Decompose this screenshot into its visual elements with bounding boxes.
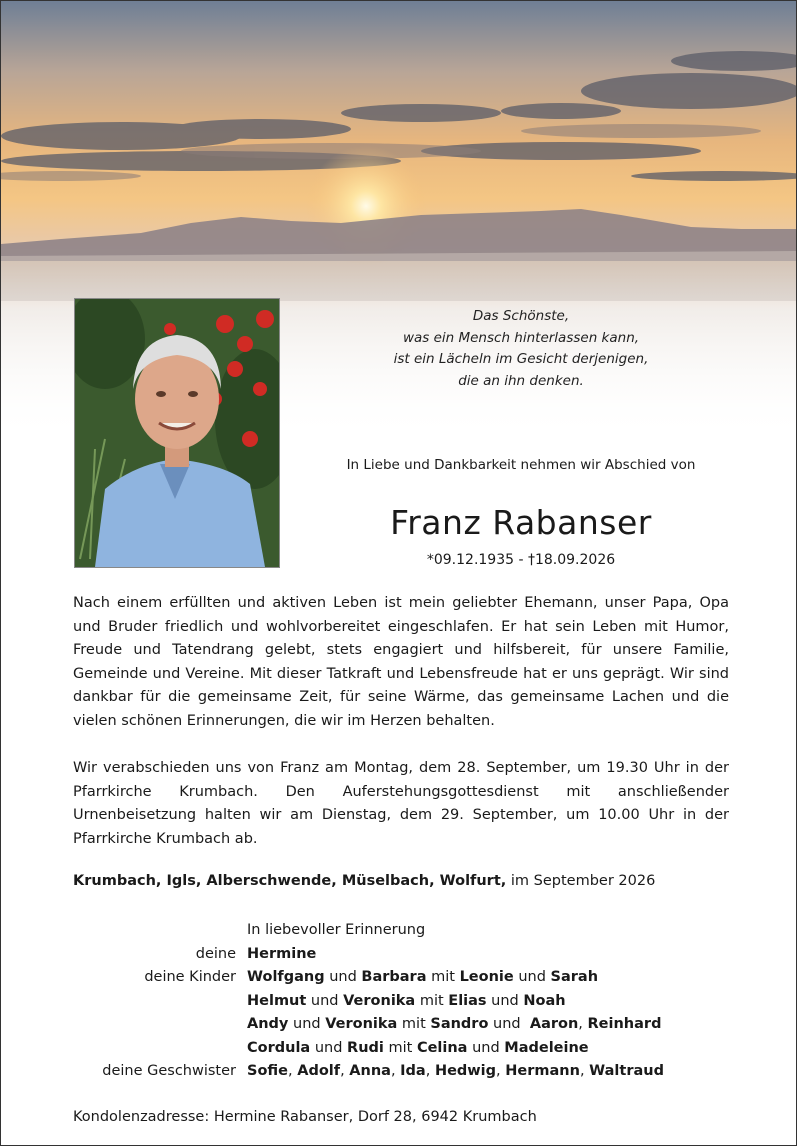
portrait-photo: [74, 298, 280, 568]
family-member-name: Noah: [523, 992, 566, 1009]
name-connector: und: [467, 1039, 505, 1056]
family-names: [247, 943, 316, 967]
family-names: [247, 966, 598, 990]
memorial-quote: [341, 306, 701, 392]
family-row: [73, 943, 733, 967]
name-connector: ,: [496, 1063, 506, 1079]
places-bold: Krumbach, Igls, Alberschwende, Müselbach, Wolfurt,: [73, 873, 507, 889]
family-member-name: Veronika: [325, 1016, 398, 1032]
quote-line: die an ihn denken.: [458, 372, 584, 389]
name-connector: ,: [390, 1063, 401, 1079]
family-member-name: Hedwig: [434, 1063, 497, 1079]
name-connector: ,: [579, 1063, 590, 1079]
family-row: [73, 1037, 733, 1061]
name-connector: mit: [383, 1039, 417, 1056]
family-member-name: Wolfgang: [247, 969, 325, 985]
family-member-name: Celina: [416, 1039, 468, 1056]
family-member-name: Waltraud: [589, 1063, 664, 1079]
name-connector: und: [488, 1016, 530, 1032]
family-row: [73, 990, 733, 1014]
family-member-name: Sandro: [430, 1016, 489, 1032]
family-row: [73, 966, 733, 990]
family-member-name: Hermine: [247, 945, 317, 962]
family-member-name: Leonie: [459, 969, 514, 985]
life-dates: *09.12.1935 - †18.09.2026: [426, 552, 616, 568]
family-relation-label: [73, 1013, 247, 1037]
family-member-name: Andy: [247, 1016, 289, 1032]
family-relation-label: [73, 990, 247, 1014]
name-connector: ,: [425, 1063, 435, 1079]
family-relation-label: deine: [195, 945, 236, 962]
family-member-name: Madeleine: [504, 1039, 589, 1056]
family-heading: In liebevoller Erinnerung: [247, 922, 426, 938]
family-member-name: Sofie: [247, 1063, 288, 1079]
family-member-name: Barbara: [361, 969, 427, 985]
family-member-name: Rudi: [347, 1039, 384, 1056]
family-names: [247, 1013, 661, 1037]
family-member-name: Hermann: [505, 1063, 580, 1079]
family-names: [247, 990, 566, 1014]
name-connector: ,: [578, 1016, 588, 1032]
family-member-name: Anna: [349, 1063, 391, 1079]
quote-line: Das Schönste,: [472, 308, 570, 324]
service-paragraph: Wir verabschieden uns von Franz am Montag, dem 28. September, um 19.30 Uhr in der Pfarrkirche Krumbach. Den Auferstehungsgottesdienst mit anschließender Urnenbeisetzung halten wir am Dienstag, dem 29. September, um 10.00 Uhr in der Pfarrkirche Krumbach ab.: [73, 760, 729, 847]
name-connector: mit: [397, 1016, 431, 1032]
places-line: [73, 873, 729, 889]
name-connector: und: [288, 1016, 326, 1032]
name-connector: ,: [340, 1063, 350, 1079]
name-connector: mit: [426, 969, 460, 985]
family-relation-label: deine Geschwister: [102, 1063, 236, 1079]
name-connector: und: [306, 992, 344, 1009]
family-relation-label: [73, 1037, 247, 1061]
family-member-name: Reinhard: [587, 1016, 662, 1032]
family-member-name: Elias: [448, 992, 487, 1009]
places-date: im September 2026: [506, 873, 656, 889]
name-connector: und: [310, 1039, 348, 1056]
quote-line: ist ein Lächeln im Gesicht derjenigen,: [393, 351, 649, 367]
family-heading-row: [73, 919, 733, 943]
name-connector: und: [324, 969, 362, 985]
family-relation-label: deine Kinder: [144, 969, 236, 985]
condolence-address: Kondolenzadresse: Hermine Rabanser, Dorf 28, 6942 Krumbach: [73, 1109, 537, 1125]
family-member-name: Ida: [400, 1063, 426, 1079]
family-member-name: Helmut: [247, 992, 307, 1009]
family-row: [73, 1060, 733, 1084]
name-connector: und: [513, 969, 551, 985]
obituary-paragraph: Nach einem erfüllten und aktiven Leben ist mein geliebter Ehemann, unser Papa, Opa und Bruder friedlich und wohlvorbereitet eingeschlafen. Er hat sein Leben mit Humor, Freude und Tatendrang gelebt, stets engagiert und hilfsbereit, für unsere Familie, Gemeinde und Vereine. Mit dieser Tatkraft und Lebensfreude hat er uns geprägt. Wir sind dankbar für die gemeinsame Zeit, für seine Wärme, das gemeinsame Lachen und die vielen schönen Erinnerungen, die wir im Herzen behalten.: [73, 595, 729, 729]
name-connector: und: [486, 992, 524, 1009]
family-list: [73, 919, 733, 1084]
family-member-name: Sarah: [550, 969, 599, 985]
name-connector: ,: [288, 1063, 298, 1079]
farewell-intro: In Liebe und Dankbarkeit nehmen wir Abschied von: [346, 457, 696, 473]
family-member-name: Aaron: [529, 1016, 579, 1032]
deceased-name: Franz Rabanser: [390, 503, 652, 542]
family-names: [247, 1060, 664, 1084]
family-member-name: Adolf: [297, 1063, 341, 1079]
family-names: [247, 1037, 589, 1061]
name-connector: mit: [415, 992, 449, 1009]
family-member-name: Cordula: [247, 1039, 311, 1056]
family-row: [73, 1013, 733, 1037]
family-member-name: Veronika: [343, 992, 416, 1009]
quote-line: was ein Mensch hinterlassen kann,: [402, 329, 640, 346]
